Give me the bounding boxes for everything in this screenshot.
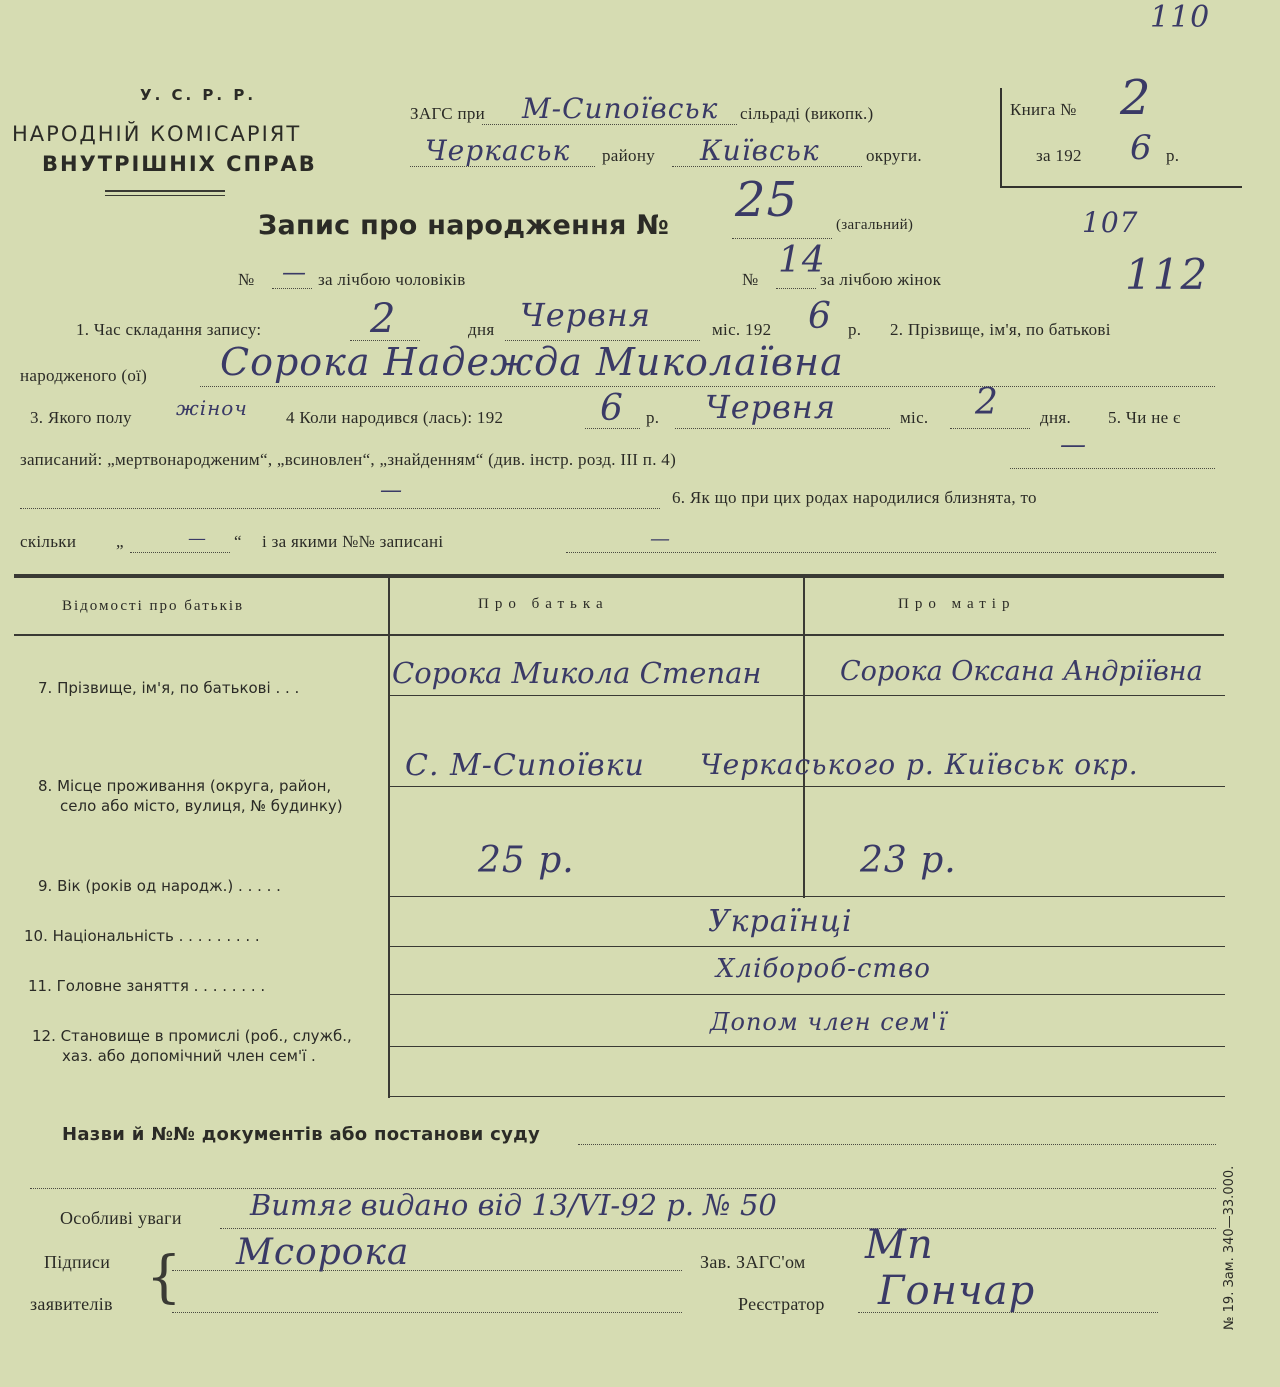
table-head-col1: Відомості про батьків <box>62 598 245 614</box>
f5-line2: записаний: „мертвонародженим“, „всиновлен“, „знайденням“ (див. інстр. розд. III п. 4) <box>20 450 677 469</box>
f6-nums-line <box>566 552 1216 553</box>
notes-line <box>220 1228 1216 1229</box>
book-label: Книга № <box>1010 100 1077 119</box>
row10-label: 10. Національність . . . . . . . . . <box>24 927 260 945</box>
notes-label: Особливі уваги <box>60 1208 182 1228</box>
table-top-rule <box>14 574 1224 578</box>
margin-number-hw: 112 <box>1125 250 1209 299</box>
ministry-line2: ВНУТРІШНІХ СПРАВ <box>42 152 317 176</box>
f2-line <box>200 386 1215 387</box>
table-col-rule-1 <box>388 578 390 1098</box>
f1-day-label: дня <box>468 320 495 339</box>
header-rule-2 <box>105 195 225 196</box>
f5-line <box>1010 468 1215 469</box>
row8-mother-hw: Черкаського р. Київськ окр. <box>700 748 1139 781</box>
table-head-col2: Про батька <box>478 596 609 612</box>
row9-mother-hw: 23 р. <box>860 840 957 881</box>
signatures-label2: заявителів <box>30 1294 113 1314</box>
signatures-line2 <box>172 1312 682 1313</box>
f1-year-hw: 6 <box>808 296 832 337</box>
f6-line2b: і за якими №№ записані <box>262 532 444 551</box>
f4-day-label: дня. <box>1040 408 1072 427</box>
women-label: за лічбою жінок <box>820 270 942 289</box>
row9-label: 9. Вік (років од народж.) . . . . . <box>38 877 281 895</box>
record-number-line <box>732 238 832 239</box>
table-col-rule-2 <box>803 578 805 898</box>
registrar-label: Реєстратор <box>738 1294 825 1314</box>
women-no: № <box>742 270 759 289</box>
row7-mother-hw: Сорока Оксана Андріївна <box>840 656 1203 687</box>
f5-hw: — <box>1060 430 1087 460</box>
book-year-label: за 192 <box>1036 146 1082 165</box>
table-head-rule <box>14 634 1224 636</box>
book-number-hw: 2 <box>1120 70 1152 126</box>
men-no: № <box>238 270 255 289</box>
f4-day-line <box>950 428 1030 429</box>
row12-rule <box>390 1046 1225 1047</box>
f5-label: 5. Чи не є <box>1108 408 1181 427</box>
f1-month-label: міс. 192 <box>712 320 772 339</box>
docs-line <box>578 1144 1216 1145</box>
zags-district-label: району <box>602 146 656 165</box>
f4-month-hw: Червня <box>705 388 837 426</box>
vertical-print: № 19. Зам. 340—33.000. <box>1222 1165 1237 1330</box>
row9-father-hw: 25 р. <box>478 840 575 881</box>
row11-rule <box>390 994 1225 995</box>
signatures-label1: Підписи <box>44 1252 111 1272</box>
f4-year-line <box>585 428 640 429</box>
row11-shared-hw: Хлібороб-ство <box>716 954 931 984</box>
row11-label: 11. Головне заняття . . . . . . . . <box>28 977 266 995</box>
row12-label: 12. Становище в промислі (роб., служб., <box>32 1027 352 1045</box>
f6-count-line <box>130 552 230 553</box>
f4-month-line <box>675 428 890 429</box>
f1-year-suffix: р. <box>848 320 862 339</box>
row8-rule <box>390 786 1225 787</box>
corner-number: 110 <box>1150 0 1211 35</box>
notes-hw: Витяг видано від 13/VI-92 р. № 50 <box>250 1188 777 1222</box>
f4-year-hw: 6 <box>600 388 624 429</box>
header-rule <box>105 190 225 192</box>
head-label: Зав. ЗАГС'ом <box>700 1252 806 1272</box>
f2-label: 2. Прізвище, ім'я, по батькові <box>890 320 1111 339</box>
f6-quotes: „ <box>116 532 124 551</box>
f4-month-label: міс. <box>900 408 929 427</box>
record-general: (загальний) <box>836 217 914 233</box>
record-extra-hw: 107 <box>1082 206 1139 239</box>
f6-quotes-close: “ <box>234 532 242 551</box>
row8-label2: село або місто, вулиця, № будинку) <box>60 797 343 815</box>
row12-label2: хаз. або допомічний член сем'ї . <box>62 1047 316 1065</box>
men-label: за лічбою чоловіків <box>318 270 466 289</box>
f5-line-continued <box>20 508 660 509</box>
f6-hw: — <box>188 528 207 549</box>
f2-name-hw: Сорока Надежда Миколаївна <box>220 340 844 384</box>
zags-village-hw: М-Сипоївськ <box>522 92 719 125</box>
f1-month-hw: Червня <box>520 296 652 334</box>
row8-father-hw: С. М-Сипоївки <box>405 748 645 783</box>
book-year-hw: 6 <box>1130 128 1153 168</box>
row12-shared-hw: Допом член сем'ї <box>710 1008 948 1036</box>
f5-dash-hw: — <box>380 478 403 503</box>
f6-dash2-hw: — <box>650 526 671 550</box>
f2-label-line2: народженого (ої) <box>20 366 148 385</box>
f3-hw: жіноч <box>176 396 248 420</box>
row7-label: 7. Прізвище, ім'я, по батькові . . . <box>38 679 300 697</box>
signatures-hw: Мсорока <box>236 1232 410 1273</box>
women-line <box>776 288 816 289</box>
row10-shared-hw: Українці <box>708 904 853 939</box>
table-head-col3: Про матір <box>898 596 1016 612</box>
zags-district-hw: Черкаськ <box>425 134 571 167</box>
row9-rule <box>390 896 1225 897</box>
f1-label: 1. Час складання запису: <box>76 320 262 339</box>
f4-label: 4 Коли народився (лась): 192 <box>286 408 504 427</box>
f6-label: 6. Як що при цих родах народилися близнята, то <box>672 488 1037 507</box>
head-hw: Мп <box>865 1222 934 1268</box>
row10-rule <box>390 946 1225 947</box>
row7-father-hw: Сорока Микола Степан <box>392 656 762 690</box>
row8-label: 8. Місце проживання (округа, район, <box>38 777 332 795</box>
signatures-brace: { <box>146 1245 182 1310</box>
book-year-suffix: р. <box>1166 146 1180 165</box>
women-hw: 14 <box>778 240 826 281</box>
f6-line2a: скільки <box>20 532 77 551</box>
men-line <box>272 288 312 289</box>
f1-day-hw: 2 <box>370 296 397 342</box>
record-number-hw: 25 <box>735 172 799 228</box>
row7-rule <box>390 695 1225 696</box>
registrar-hw: Гончар <box>878 1268 1036 1314</box>
zags-prefix: ЗАГС при <box>410 104 486 123</box>
table-bottom-rule <box>390 1096 1225 1097</box>
f4-year-suffix: р. <box>646 408 660 427</box>
men-hw: — <box>282 258 307 286</box>
zags-okruha-hw: Київськ <box>700 134 820 167</box>
record-title: Запис про народження № <box>258 210 670 241</box>
ministry-line1: НАРОДНІЙ КОМІСАРІЯТ <box>12 122 302 146</box>
docs-label: Назви й №№ документів або постанови суду <box>62 1124 541 1145</box>
country-label: У. С. Р. Р. <box>140 86 257 104</box>
f4-day-hw: 2 <box>975 382 999 423</box>
zags-suffix: сільраді (викопк.) <box>740 104 874 123</box>
f3-label: 3. Якого полу <box>30 408 132 427</box>
zags-okruha-label: округи. <box>866 146 922 165</box>
